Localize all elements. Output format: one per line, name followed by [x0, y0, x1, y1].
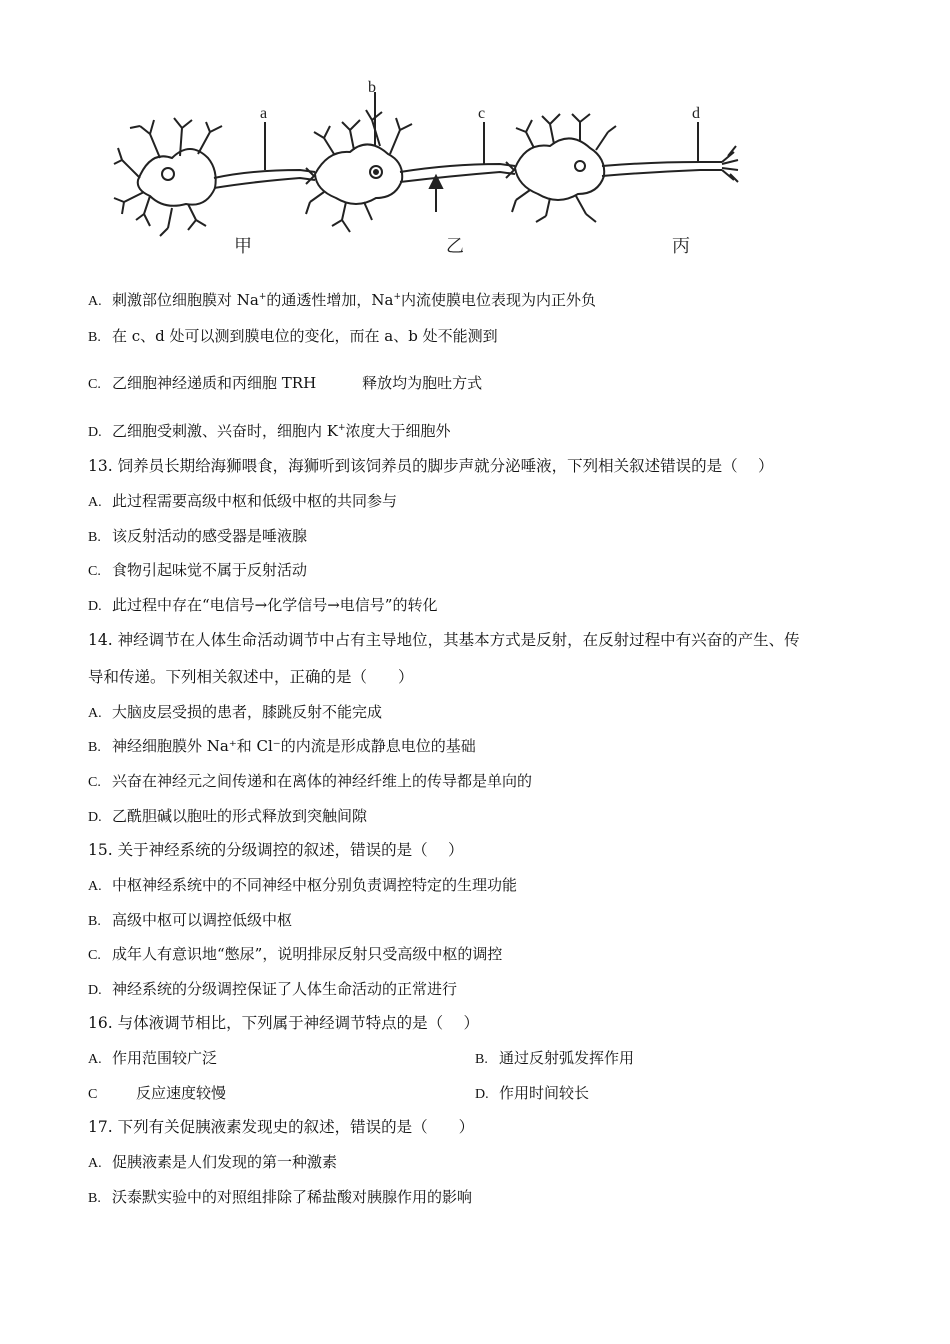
q14-stem-line2: 导和传递。下列相关叙述中，正确的是（ ） [88, 668, 414, 686]
neuron-jia [114, 118, 315, 236]
q16-option-d: D. 作用时间较长 [475, 1084, 590, 1102]
q13-option-c: C. 食物引起味觉不属于反射活动 [88, 561, 308, 579]
q13-option-b: B. 该反射活动的感受器是唾液腺 [88, 527, 308, 545]
q14-option-c: C. 兴奋在神经元之间传递和在离体的神经纤维上的传导都是单向的 [88, 772, 533, 790]
label-yi: 乙 [446, 236, 464, 257]
label-b: b [368, 79, 376, 96]
stimulus-arrow [430, 176, 442, 212]
q15-stem: 15. 关于神经系统的分级调控的叙述，错误的是（ ） [88, 841, 464, 859]
q15-option-b: B. 高级中枢可以调控低级中枢 [88, 911, 293, 929]
q12-option-a: A. 刺激部位细胞膜对 Na+的通透性增加，Na+内流使膜电位表现为内正外负 [88, 290, 596, 312]
label-d: d [692, 105, 700, 122]
q12-option-d: D. 乙细胞受刺激、兴奋时，细胞内 K+浓度大于细胞外 [88, 422, 451, 440]
q17-option-b: B. 沃泰默实验中的对照组排除了稀盐酸对胰腺作用的影响 [88, 1188, 473, 1206]
q17-option-a: A. 促胰液素是人们发现的第一种激素 [88, 1153, 338, 1171]
q15-option-a: A. 中枢神经系统中的不同神经中枢分别负责调控特定的生理功能 [88, 876, 518, 894]
q16-option-a: A. 作用范围较广泛 [88, 1049, 218, 1067]
label-jia: 甲 [234, 236, 252, 257]
option-letter: A. [88, 294, 102, 309]
q16-stem: 16. 与体液调节相比，下列属于神经调节特点的是（ ） [88, 1014, 480, 1032]
label-c: c [478, 105, 486, 122]
q15-option-d: D. 神经系统的分级调控保证了人体生命活动的正常进行 [88, 980, 458, 998]
q14-option-a: A. 大脑皮层受损的患者，膝跳反射不能完成 [88, 703, 383, 721]
q13-option-d: D. 此过程中存在“电信号→化学信号→电信号”的转化 [88, 596, 438, 614]
q12-option-c: C. 乙细胞神经递质和丙细胞 TRH 释放均为胞吐方式 [88, 374, 483, 392]
neuron-bing [512, 114, 738, 222]
label-bing: 丙 [672, 236, 690, 257]
q15-option-c: C. 成年人有意识地“憋尿”，说明排尿反射只受高级中枢的调控 [88, 945, 503, 963]
q16-option-b: B. 通过反射弧发挥作用 [475, 1049, 635, 1067]
q14-stem-line1: 14. 神经调节在人体生命活动调节中占有主导地位，其基本方式是反射，在反射过程中有兴奋的产生、传 [88, 631, 800, 649]
q16-option-c: C 反应速度较慢 [88, 1084, 227, 1102]
neuron-figure [110, 70, 770, 270]
q14-option-b: B. 神经细胞膜外 Na⁺和 Cl⁻的内流是形成静息电位的基础 [88, 737, 476, 755]
neuron-diagram [110, 70, 770, 270]
q13-option-a: A. 此过程需要高级中枢和低级中枢的共同参与 [88, 492, 398, 510]
q17-stem: 17. 下列有关促胰液素发现史的叙述，错误的是（ ） [88, 1118, 475, 1136]
q13-stem: 13. 饲养员长期给海狮喂食，海狮听到该饲养员的脚步声就分泌唾液，下列相关叙述错误的是（ ） [88, 457, 774, 475]
label-a: a [260, 105, 268, 122]
q12-option-b: B. 在 c、d 处可以测到膜电位的变化，而在 a、b 处不能测到 [88, 327, 498, 345]
q14-option-d: D. 乙酰胆碱以胞吐的形式释放到突触间隙 [88, 807, 368, 825]
